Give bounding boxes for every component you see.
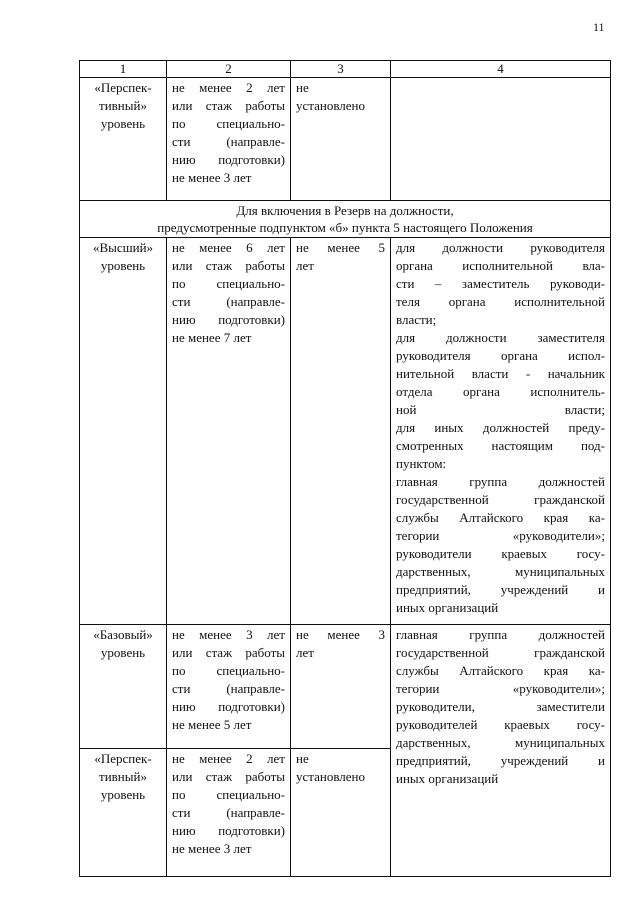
cell-line: не менее 2 лет (172, 80, 285, 95)
cell-line: сти – заместитель руководи- (396, 276, 605, 291)
cell-line: руководителей краевых госу- (396, 717, 605, 732)
cell-line: власти; (396, 312, 437, 327)
cell-line: нию подготовки) (172, 699, 285, 714)
cell-line: органа исполнительной вла- (396, 258, 605, 273)
cell-line: лет (296, 258, 314, 273)
level-cell (80, 238, 167, 625)
cell-line: не менее 5 лет (172, 717, 252, 732)
cell-line: руководителя органа испол- (396, 348, 605, 363)
cell-line: по специально- (172, 787, 285, 802)
level-cell (80, 749, 167, 877)
experience-cell (167, 78, 291, 201)
cell-line: ной власти; (396, 402, 605, 417)
col4-cell (391, 625, 611, 877)
section-title (80, 201, 611, 238)
cell-line: иных организаций (396, 771, 499, 786)
cell-line: дарственных, муниципальных (396, 735, 605, 750)
cell-line: установлено (296, 98, 366, 113)
cell-line: не (296, 751, 309, 766)
cell-line: уровень (100, 645, 146, 660)
cell-line: установлено (296, 769, 366, 784)
cell-line: не менее 2 лет (172, 751, 285, 766)
cell-line: или стаж работы (172, 258, 285, 273)
table-row-base (80, 625, 611, 749)
cell-line: службы Алтайского края ка- (396, 663, 605, 678)
cell-line: государственной гражданской (396, 492, 605, 507)
cell-line: или стаж работы (172, 769, 285, 784)
experience-cell (167, 238, 291, 625)
col3-cell (291, 749, 391, 877)
cell-line: смотренных настоящим под- (396, 438, 605, 453)
cell-line: не менее 3 (296, 627, 385, 642)
cell-line: сти (направле- (172, 681, 285, 696)
cell-line: предусмотренные подпунктом «б» пункта 5 настоящего Положения (157, 220, 533, 235)
cell-line: не менее 3 лет (172, 841, 252, 856)
section-title-row (80, 201, 611, 238)
cell-line: по специально- (172, 276, 285, 291)
experience-cell (167, 749, 291, 877)
table-header-row (80, 61, 611, 78)
col4-cell (391, 78, 611, 201)
cell-line: для должности заместителя (396, 330, 605, 345)
header-cell-1: 1 (80, 61, 167, 78)
cell-line: для должности руководителя (396, 240, 605, 255)
cell-line: иных организаций (396, 600, 499, 615)
cell-line: тивный» (99, 98, 147, 113)
cell-line: уровень (100, 258, 146, 273)
header-cell-4: 4 (391, 61, 611, 78)
cell-line: нительной власти - начальник (396, 366, 605, 381)
cell-line: пунктом: (396, 456, 447, 471)
col4-cell (391, 238, 611, 625)
cell-line: сти (направле- (172, 294, 285, 309)
cell-line: тегории «руководители»; (396, 528, 605, 543)
col3-cell (291, 78, 391, 201)
cell-line: уровень (100, 787, 146, 802)
cell-line: главная группа должностей (396, 627, 605, 642)
page-number: 11 (593, 20, 605, 34)
cell-line: тивный» (99, 769, 147, 784)
level-cell (80, 78, 167, 201)
cell-line: не менее 7 лет (172, 330, 252, 345)
header-cell-2: 2 (167, 61, 291, 78)
cell-line: или стаж работы (172, 645, 285, 660)
table-row-perspective-1 (80, 78, 611, 201)
level-cell (80, 625, 167, 749)
cell-line: нию подготовки) (172, 152, 285, 167)
col3-cell (291, 238, 391, 625)
cell-line: для иных должностей преду- (396, 420, 605, 435)
cell-line: не менее 6 лет (172, 240, 285, 255)
cell-line: нию подготовки) (172, 312, 285, 327)
cell-line: сти (направле- (172, 805, 285, 820)
cell-line: руководители, заместители (396, 699, 605, 714)
cell-line: лет (296, 645, 314, 660)
cell-line: не менее 5 (296, 240, 385, 255)
cell-line: службы Алтайского края ка- (396, 510, 605, 525)
cell-line: уровень (100, 116, 146, 131)
cell-line: не (296, 80, 309, 95)
experience-cell (167, 625, 291, 749)
table-row-highest (80, 238, 611, 625)
cell-line: нию подготовки) (172, 823, 285, 838)
cell-line: «Базовый» (93, 627, 153, 642)
cell-line: предприятий, учреждений и (396, 582, 605, 597)
cell-line: или стаж работы (172, 98, 285, 113)
cell-line: главная группа должностей (396, 474, 605, 489)
cell-line: предприятий, учреждений и (396, 753, 605, 768)
cell-line: дарственных, муниципальных (396, 564, 605, 579)
cell-line: по специально- (172, 116, 285, 131)
cell-line: Для включения в Резерв на должности, (236, 203, 454, 218)
cell-line: государственной гражданской (396, 645, 605, 660)
cell-line: не менее 3 лет (172, 627, 285, 642)
col3-cell (291, 625, 391, 749)
cell-line: «Перспек- (94, 80, 152, 95)
cell-line: по специально- (172, 663, 285, 678)
cell-line: тегории «руководители»; (396, 681, 605, 696)
header-cell-3: 3 (291, 61, 391, 78)
cell-line: «Высший» (92, 240, 154, 255)
reserve-criteria-table (79, 60, 611, 877)
cell-line: руководители краевых госу- (396, 546, 605, 561)
cell-line: отдела органа исполнитель- (396, 384, 605, 399)
cell-line: не менее 3 лет (172, 170, 252, 185)
cell-line: теля органа исполнительной (396, 294, 605, 309)
cell-line: «Перспек- (94, 751, 152, 766)
cell-line: сти (направле- (172, 134, 285, 149)
